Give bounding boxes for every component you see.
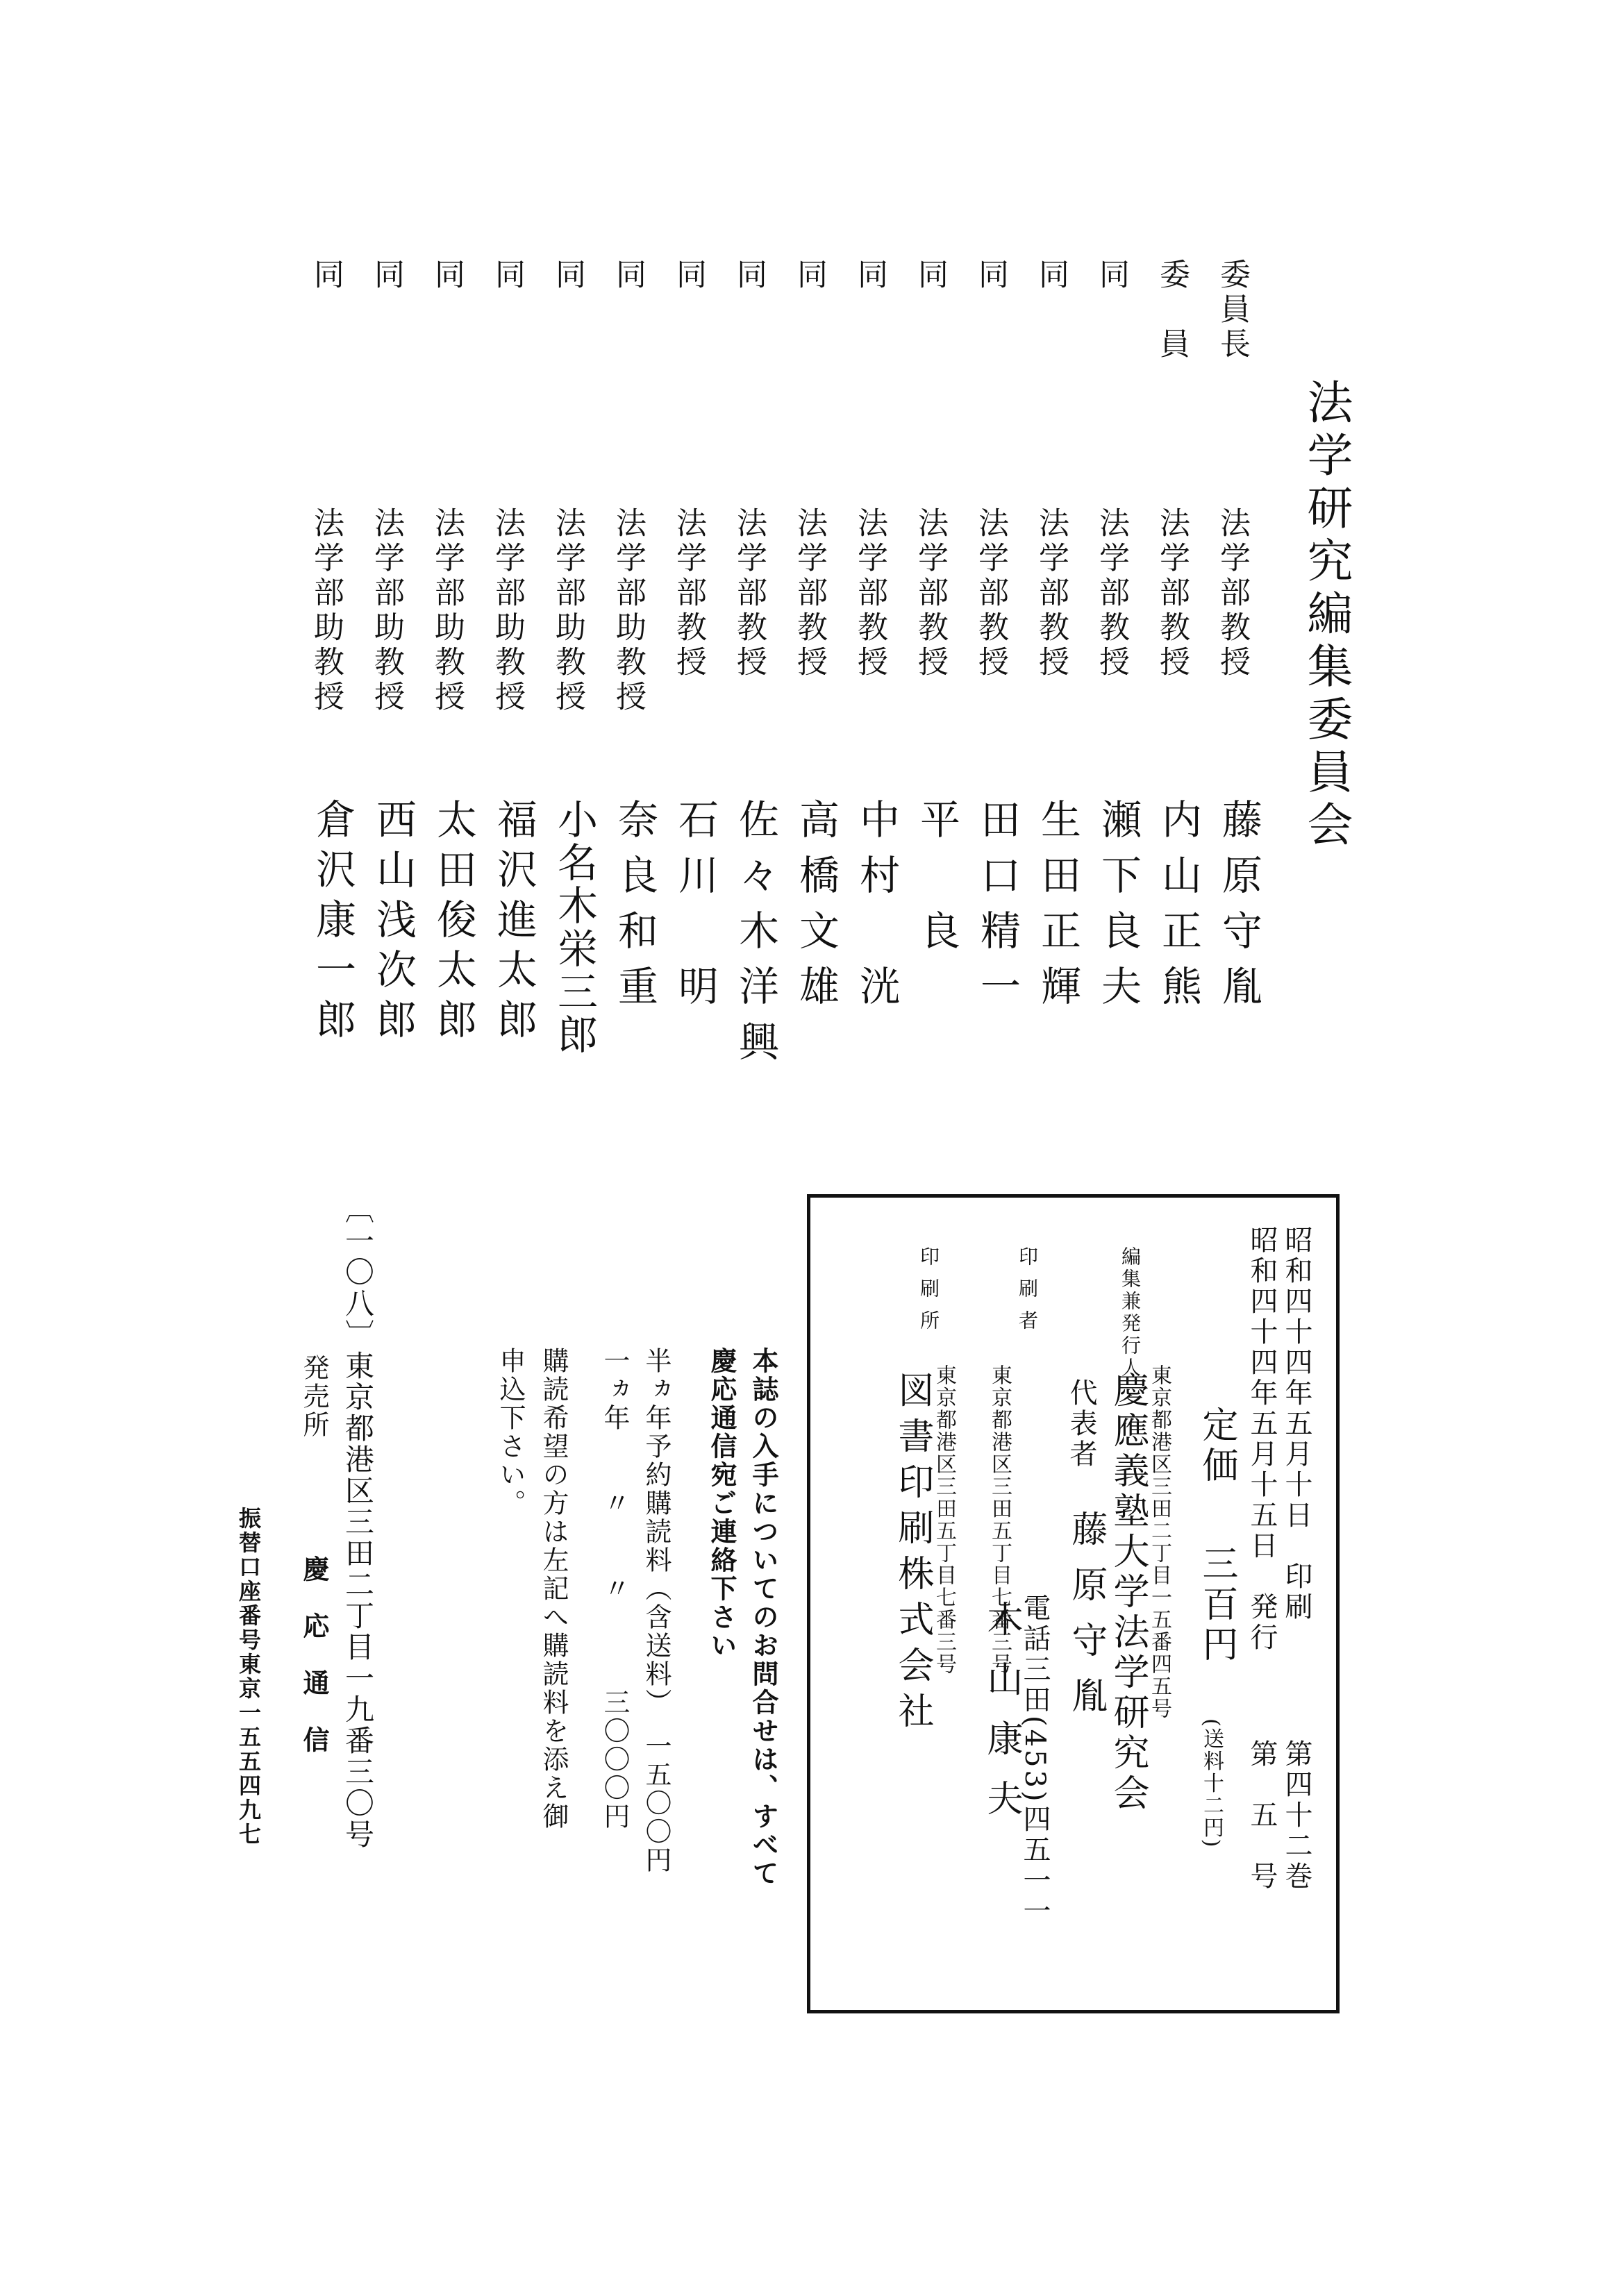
member-name: 高橋文雄 [792, 798, 840, 1021]
editor-org: 慶應義塾大学法学研究会 [1107, 1371, 1149, 1814]
print-date: 昭和四十四年五月十日 印刷 [1281, 1225, 1312, 1623]
editor-org-address: 東京都港区三田二丁目一五番四五号 [1147, 1364, 1171, 1720]
colophon-box [807, 1194, 1340, 2013]
committee-title: 法学研究編集委員会 [1299, 378, 1353, 853]
member-name: 瀬下良夫 [1094, 798, 1142, 1021]
editor-rep-label: 代表者 [1065, 1378, 1097, 1470]
member-department: 法学部教授 [1033, 507, 1069, 680]
member-name: 倉沢康一郎 [309, 798, 356, 1048]
member-role: 同 [1094, 258, 1129, 293]
half-year-rate: 半ヵ年予約購読料（含送料） 一五〇〇円 [641, 1347, 672, 1875]
notice-line-1: 本誌の入手についてのお問合せは、すべて [748, 1347, 778, 1888]
one-year-rate: 一ヵ年 〃 〃 三〇〇〇円 [599, 1347, 630, 1831]
member-name: 田口精一 [974, 798, 1021, 1021]
member-department: 法学部助教授 [308, 507, 344, 715]
transfer-account: 振替口座番号東京一五五四九七 [235, 1507, 262, 1847]
member-role: 委員長 [1215, 258, 1250, 362]
member-role: 同 [369, 258, 404, 293]
print-shop-label: 印刷所 [917, 1246, 940, 1342]
member-department: 法学部教授 [1215, 507, 1250, 680]
member-role: 同 [490, 258, 525, 293]
member-role: 同 [308, 258, 344, 293]
member-name: 生田正輝 [1034, 798, 1081, 1021]
member-name: 内山正熊 [1155, 798, 1202, 1021]
member-department: 法学部助教授 [490, 507, 525, 715]
printer-label: 印刷者 [1016, 1246, 1039, 1342]
member-name: 石川 明 [672, 798, 719, 1021]
member-department: 法学部助教授 [550, 507, 585, 715]
member-department: 法学部教授 [973, 507, 1008, 680]
price-label: 定価 [1196, 1406, 1237, 1486]
member-department: 法学部教授 [671, 507, 706, 680]
member-name: 奈良和重 [611, 798, 658, 1021]
print-shop-address: 東京都港区三田五丁目七番三号 [932, 1364, 956, 1675]
member-role: 同 [429, 258, 465, 293]
member-role: 同 [610, 258, 646, 293]
phone: 電話三田(453)四五一一 [1019, 1593, 1051, 1927]
member-name: 福沢進太郎 [490, 798, 537, 1048]
member-name: 平 良 [913, 798, 960, 965]
member-department: 法学部助教授 [610, 507, 646, 715]
print-shop: 図書印刷株式会社 [892, 1371, 933, 1738]
editor-label: 編集兼発行人 [1119, 1246, 1142, 1380]
member-department: 法学部教授 [912, 507, 948, 680]
postage: (送料十二円) [1199, 1718, 1224, 1849]
member-department: 法学部教授 [852, 507, 887, 680]
member-department: 法学部教授 [731, 507, 767, 680]
apply-line-2: 申込下さい。 [495, 1347, 526, 1518]
seller-label: 発売所 [299, 1354, 329, 1439]
member-name: 西山浅次郎 [369, 798, 417, 1048]
member-role: 同 [1033, 258, 1069, 293]
printer-address: 東京都港区三田五丁目七番三号 [987, 1364, 1012, 1675]
member-name: 佐々木洋興 [732, 798, 779, 1076]
member-role: 同 [550, 258, 585, 293]
apply-line-1: 購読希望の方は左記へ購読料を添え御 [538, 1347, 569, 1831]
member-department: 法学部教授 [1094, 507, 1129, 680]
member-department: 法学部教授 [1154, 507, 1190, 680]
member-name: 太田俊太郎 [430, 798, 477, 1048]
seller-name: 慶 応 通 信 [299, 1555, 329, 1754]
publish-date: 昭和四十四年五月十五日 発行 [1246, 1225, 1278, 1653]
seller-address: 〔一〇八〕東京都港区三田二丁目一九番三〇号 [341, 1194, 375, 1850]
member-name: 中村 洸 [853, 798, 900, 1021]
volume: 第四十二巻 [1281, 1739, 1312, 1892]
member-department: 法学部教授 [792, 507, 827, 680]
member-name: 小名木栄三郎 [551, 798, 598, 1057]
editor-rep: 藤原守胤 [1065, 1510, 1107, 1732]
member-role: 同 [912, 258, 948, 293]
issue: 第 五 号 [1246, 1739, 1278, 1892]
member-department: 法学部助教授 [429, 507, 465, 715]
member-department: 法学部助教授 [369, 507, 404, 715]
member-role: 同 [671, 258, 706, 293]
member-role: 同 [792, 258, 827, 293]
printer-name: 木山康夫 [981, 1600, 1022, 1839]
member-role: 同 [852, 258, 887, 293]
notice-line-2: 慶応通信宛ご連絡下さい [706, 1347, 737, 1660]
price: 三百円 [1196, 1545, 1237, 1666]
member-role: 同 [973, 258, 1008, 293]
member-role: 同 [731, 258, 767, 293]
member-role: 委 員 [1154, 258, 1190, 362]
member-name: 藤原守胤 [1215, 798, 1262, 1021]
